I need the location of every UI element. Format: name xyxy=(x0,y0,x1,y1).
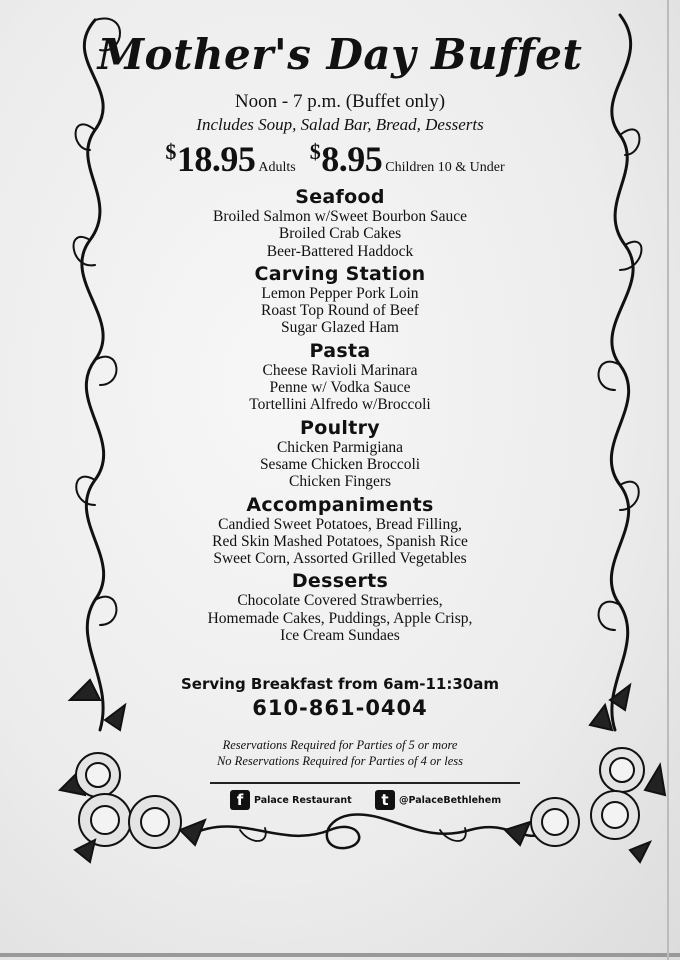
section-title: Poultry xyxy=(300,416,380,439)
section-title: Pasta xyxy=(309,339,371,362)
menu-list xyxy=(0,186,680,647)
facebook-link xyxy=(230,790,352,810)
section-title: Seafood xyxy=(295,186,385,208)
adult-price: $18.95 xyxy=(165,139,256,179)
menu-section-pasta xyxy=(0,340,680,414)
section-title: Accompaniments xyxy=(246,493,434,516)
menu-item: Tortellini Alfredo w/Broccoli xyxy=(249,396,431,414)
menu-item: Chocolate Covered Strawberries, xyxy=(237,592,443,610)
menu-item: Ice Cream Sundaes xyxy=(280,627,400,645)
menu-item: Candied Sweet Potatoes, Bread Filling, xyxy=(218,515,462,533)
phone-number: 610-861-0404 xyxy=(252,696,428,720)
menu-item: Beer-Battered Haddock xyxy=(266,242,414,260)
menu-item: Red Skin Mashed Potatoes, Spanish Rice xyxy=(212,532,468,550)
menu-item: Broiled Crab Cakes xyxy=(278,225,402,243)
breakfast-hours: Serving Breakfast from 6am-11:30am xyxy=(181,675,499,693)
menu-section-desserts xyxy=(0,570,680,644)
menu-item: Lemon Pepper Pork Loin xyxy=(261,284,419,302)
menu-item: Cheese Ravioli Marinara xyxy=(262,361,418,379)
menu-item: Homemade Cakes, Puddings, Apple Crisp, xyxy=(207,609,473,627)
menu-section-carving-station xyxy=(0,263,680,337)
menu-section-poultry xyxy=(0,417,680,491)
buffet-includes: Includes Soup, Salad Bar, Bread, Desserts xyxy=(196,115,484,134)
twitter-icon: t xyxy=(375,790,395,810)
child-price: $8.95 xyxy=(309,139,383,179)
facebook-label: Palace Restaurant xyxy=(254,794,352,806)
page-title: Mother's Day Buffet xyxy=(97,30,583,79)
buffet-hours: Noon - 7 p.m. (Buffet only) xyxy=(234,91,446,112)
menu-item: Penne w/ Vodka Sauce xyxy=(269,379,411,397)
reservation-line: Reservations Required for Parties of 5 or more xyxy=(222,738,458,752)
price-row xyxy=(0,138,680,180)
menu-item: Sweet Corn, Assorted Grilled Vegetables xyxy=(213,550,467,568)
divider xyxy=(210,782,520,784)
section-title: Desserts xyxy=(291,570,389,593)
menu-item: Broiled Salmon w/Sweet Bourbon Sauce xyxy=(213,208,467,225)
reservation-notes xyxy=(0,737,680,769)
adult-price-label: Adults xyxy=(258,160,296,175)
child-price-label: Children 10 & Under xyxy=(385,160,505,175)
menu-item: Sesame Chicken Broccoli xyxy=(259,455,421,473)
menu-item: Chicken Parmigiana xyxy=(276,438,404,456)
twitter-label: @PalaceBethlehem xyxy=(399,794,502,806)
facebook-icon: f xyxy=(230,790,250,810)
menu-section-seafood xyxy=(0,186,680,260)
section-title: Carving Station xyxy=(254,262,426,285)
twitter-link xyxy=(375,790,501,810)
reservation-line: No Reservations Required for Parties of 4 or less xyxy=(216,754,464,768)
menu-item: Roast Top Round of Beef xyxy=(261,302,419,320)
menu-item: Chicken Fingers xyxy=(288,473,392,491)
menu-item: Sugar Glazed Ham xyxy=(281,319,399,337)
menu-section-accompaniments xyxy=(0,494,680,568)
